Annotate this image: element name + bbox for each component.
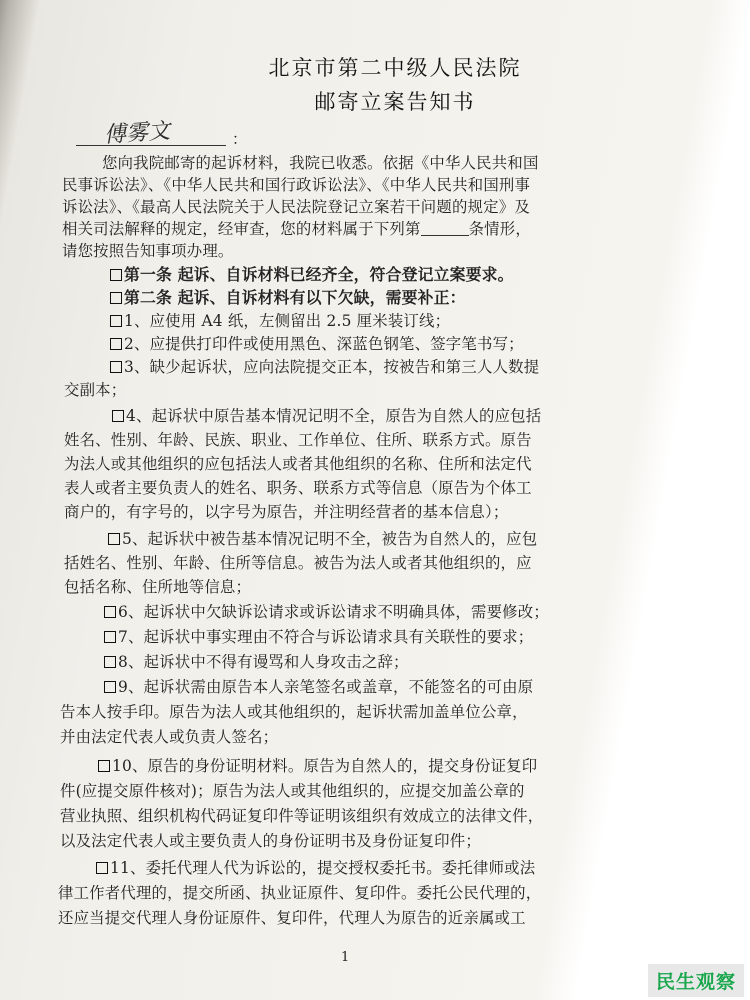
page-number: 1	[341, 950, 350, 965]
item-10-cont-3: 以及法定代表人或主要负责人的身份证明书及身份证复印件；	[60, 832, 481, 850]
item-4	[112, 404, 750, 426]
item-9-cont-2: 并由法定代表人或负责人签名；	[60, 728, 279, 746]
article-1	[110, 262, 750, 285]
item-3-cont: 交副本；	[64, 381, 127, 399]
item-7	[104, 625, 750, 647]
item-5-cont-2: 包括名称、住所地等信息；	[64, 578, 252, 596]
item-11-text: 11、委托代理人代为诉讼的，提交授权委托书。委托律师或法	[110, 859, 536, 877]
body-line-4	[62, 217, 722, 239]
checkbox-icon	[104, 631, 116, 643]
body-line-2: 民事诉讼法》、《中华人民共和国行政诉讼法》、《中华人民共和国刑事	[62, 176, 531, 194]
item-7-text: 7、起诉状中事实理由不符合与诉讼请求具有关联性的要求；	[118, 628, 534, 646]
item-9-text: 9、起诉状需由原告本人亲笔签名或盖章，不能签名的可由原	[118, 678, 534, 696]
addressee-underline	[76, 145, 226, 146]
checkbox-icon	[98, 760, 110, 772]
item-5	[108, 527, 750, 549]
item-9-cont-1: 告本人按手印。原告为法人或其他组织的，起诉状需加盖单位公章，	[60, 703, 528, 721]
checkbox-icon	[104, 606, 116, 618]
checkbox-icon	[96, 862, 108, 874]
item-11-cont-2: 还应当提交代理人身份证原件、复印件，代理人为原告的近亲属或工	[58, 909, 526, 927]
item-4-cont-4: 商户的，有字号的，以字号为原告，并注明经营者的基本信息）；	[64, 503, 509, 521]
item-6-text: 6、起诉状中欠缺诉讼请求或诉讼请求不明确具体，需要修改；	[118, 603, 549, 621]
item-6	[104, 600, 750, 622]
item-4-cont-2: 为法人或其他组织的应包括法人或者其他组织的名称、住所和法定代	[64, 455, 532, 473]
body-line-4-text: 相关司法解释的规定，经审查，您的材料属于下列第	[62, 220, 421, 238]
item-2-text: 2、应提供打印件或使用黑色、深蓝色钢笔、签字笔书写；	[124, 335, 524, 353]
item-4-cont-1: 姓名、性别、年龄、民族、职业、工作单位、住所、联系方式。原告	[64, 431, 532, 449]
item-8	[104, 650, 750, 672]
item-11-cont-1: 律工作者代理的，提交所函、执业证原件、复印件。委托公民代理的，	[58, 884, 542, 902]
handwritten-addressee-signature: 傅雾文	[103, 118, 171, 149]
checkbox-icon	[110, 338, 122, 350]
checkbox-icon	[110, 269, 122, 281]
item-11	[96, 856, 750, 878]
court-name-heading: 北京市第二中级人民法院	[268, 56, 522, 80]
addressee-colon: ：	[232, 130, 248, 148]
item-1-text: 1、应使用 A4 纸，左侧留出 2.5 厘米装订线；	[124, 312, 451, 330]
item-4-text: 4、起诉状中原告基本情况记明不全，原告为自然人的应包括	[126, 407, 542, 425]
article-number-blank	[421, 223, 469, 236]
item-4-cont-3: 表人或者主要负责人的姓名、职务、联系方式等信息（原告为个体工	[64, 479, 532, 497]
item-10-text: 10、原告的身份证明材料。原告为自然人的，提交身份证复印	[112, 757, 538, 775]
item-8-text: 8、起诉状中不得有谩骂和人身攻击之辞；	[118, 653, 409, 671]
item-2	[110, 332, 750, 354]
item-10-cont-1: 件(应提交原件核对)；原告为法人或其他组织的，应提交加盖公章的	[60, 782, 525, 800]
body-line-5: 请您按照告知事项办理。	[62, 242, 234, 260]
watermark-label: 民生观察	[648, 964, 744, 997]
checkbox-icon	[110, 361, 122, 373]
checkbox-icon	[110, 315, 122, 327]
article-2	[110, 285, 750, 308]
body-line-3: 诉讼法》、《最高人民法院关于人民法院登记立案若干问题的规定》及	[62, 198, 530, 216]
item-3-text: 3、缺少起诉状，应向法院提交正本，按被告和第三人人数提	[124, 358, 540, 376]
article-2-text: 第二条 起诉、自诉材料有以下欠缺，需要补正：	[124, 288, 466, 307]
item-5-cont-1: 括姓名、性别、年龄、住所等信息。被告为法人或者其他组织的，应	[64, 554, 532, 572]
item-9	[104, 675, 750, 697]
item-3	[110, 355, 750, 377]
checkbox-icon	[104, 656, 116, 668]
checkbox-icon	[112, 410, 124, 422]
checkbox-icon	[104, 681, 116, 693]
article-1-text: 第一条 起诉、自诉材料已经齐全，符合登记立案要求。	[124, 265, 514, 284]
checkbox-icon	[108, 533, 120, 545]
item-10	[98, 754, 750, 776]
checkbox-icon	[110, 292, 122, 304]
document-title: 邮寄立案告知书	[314, 90, 476, 114]
body-line-1: 您向我院邮寄的起诉材料，我院已收悉。依据《中华人民共和国	[102, 154, 539, 172]
body-line-4-tail: 条情形，	[468, 220, 531, 238]
item-1	[110, 309, 750, 331]
item-5-text: 5、起诉状中被告基本情况记明不全，被告为自然人的，应包	[122, 530, 538, 548]
item-10-cont-2: 营业执照、组织机构代码证复印件等证明该组织有效成立的法律文件，	[60, 807, 544, 825]
